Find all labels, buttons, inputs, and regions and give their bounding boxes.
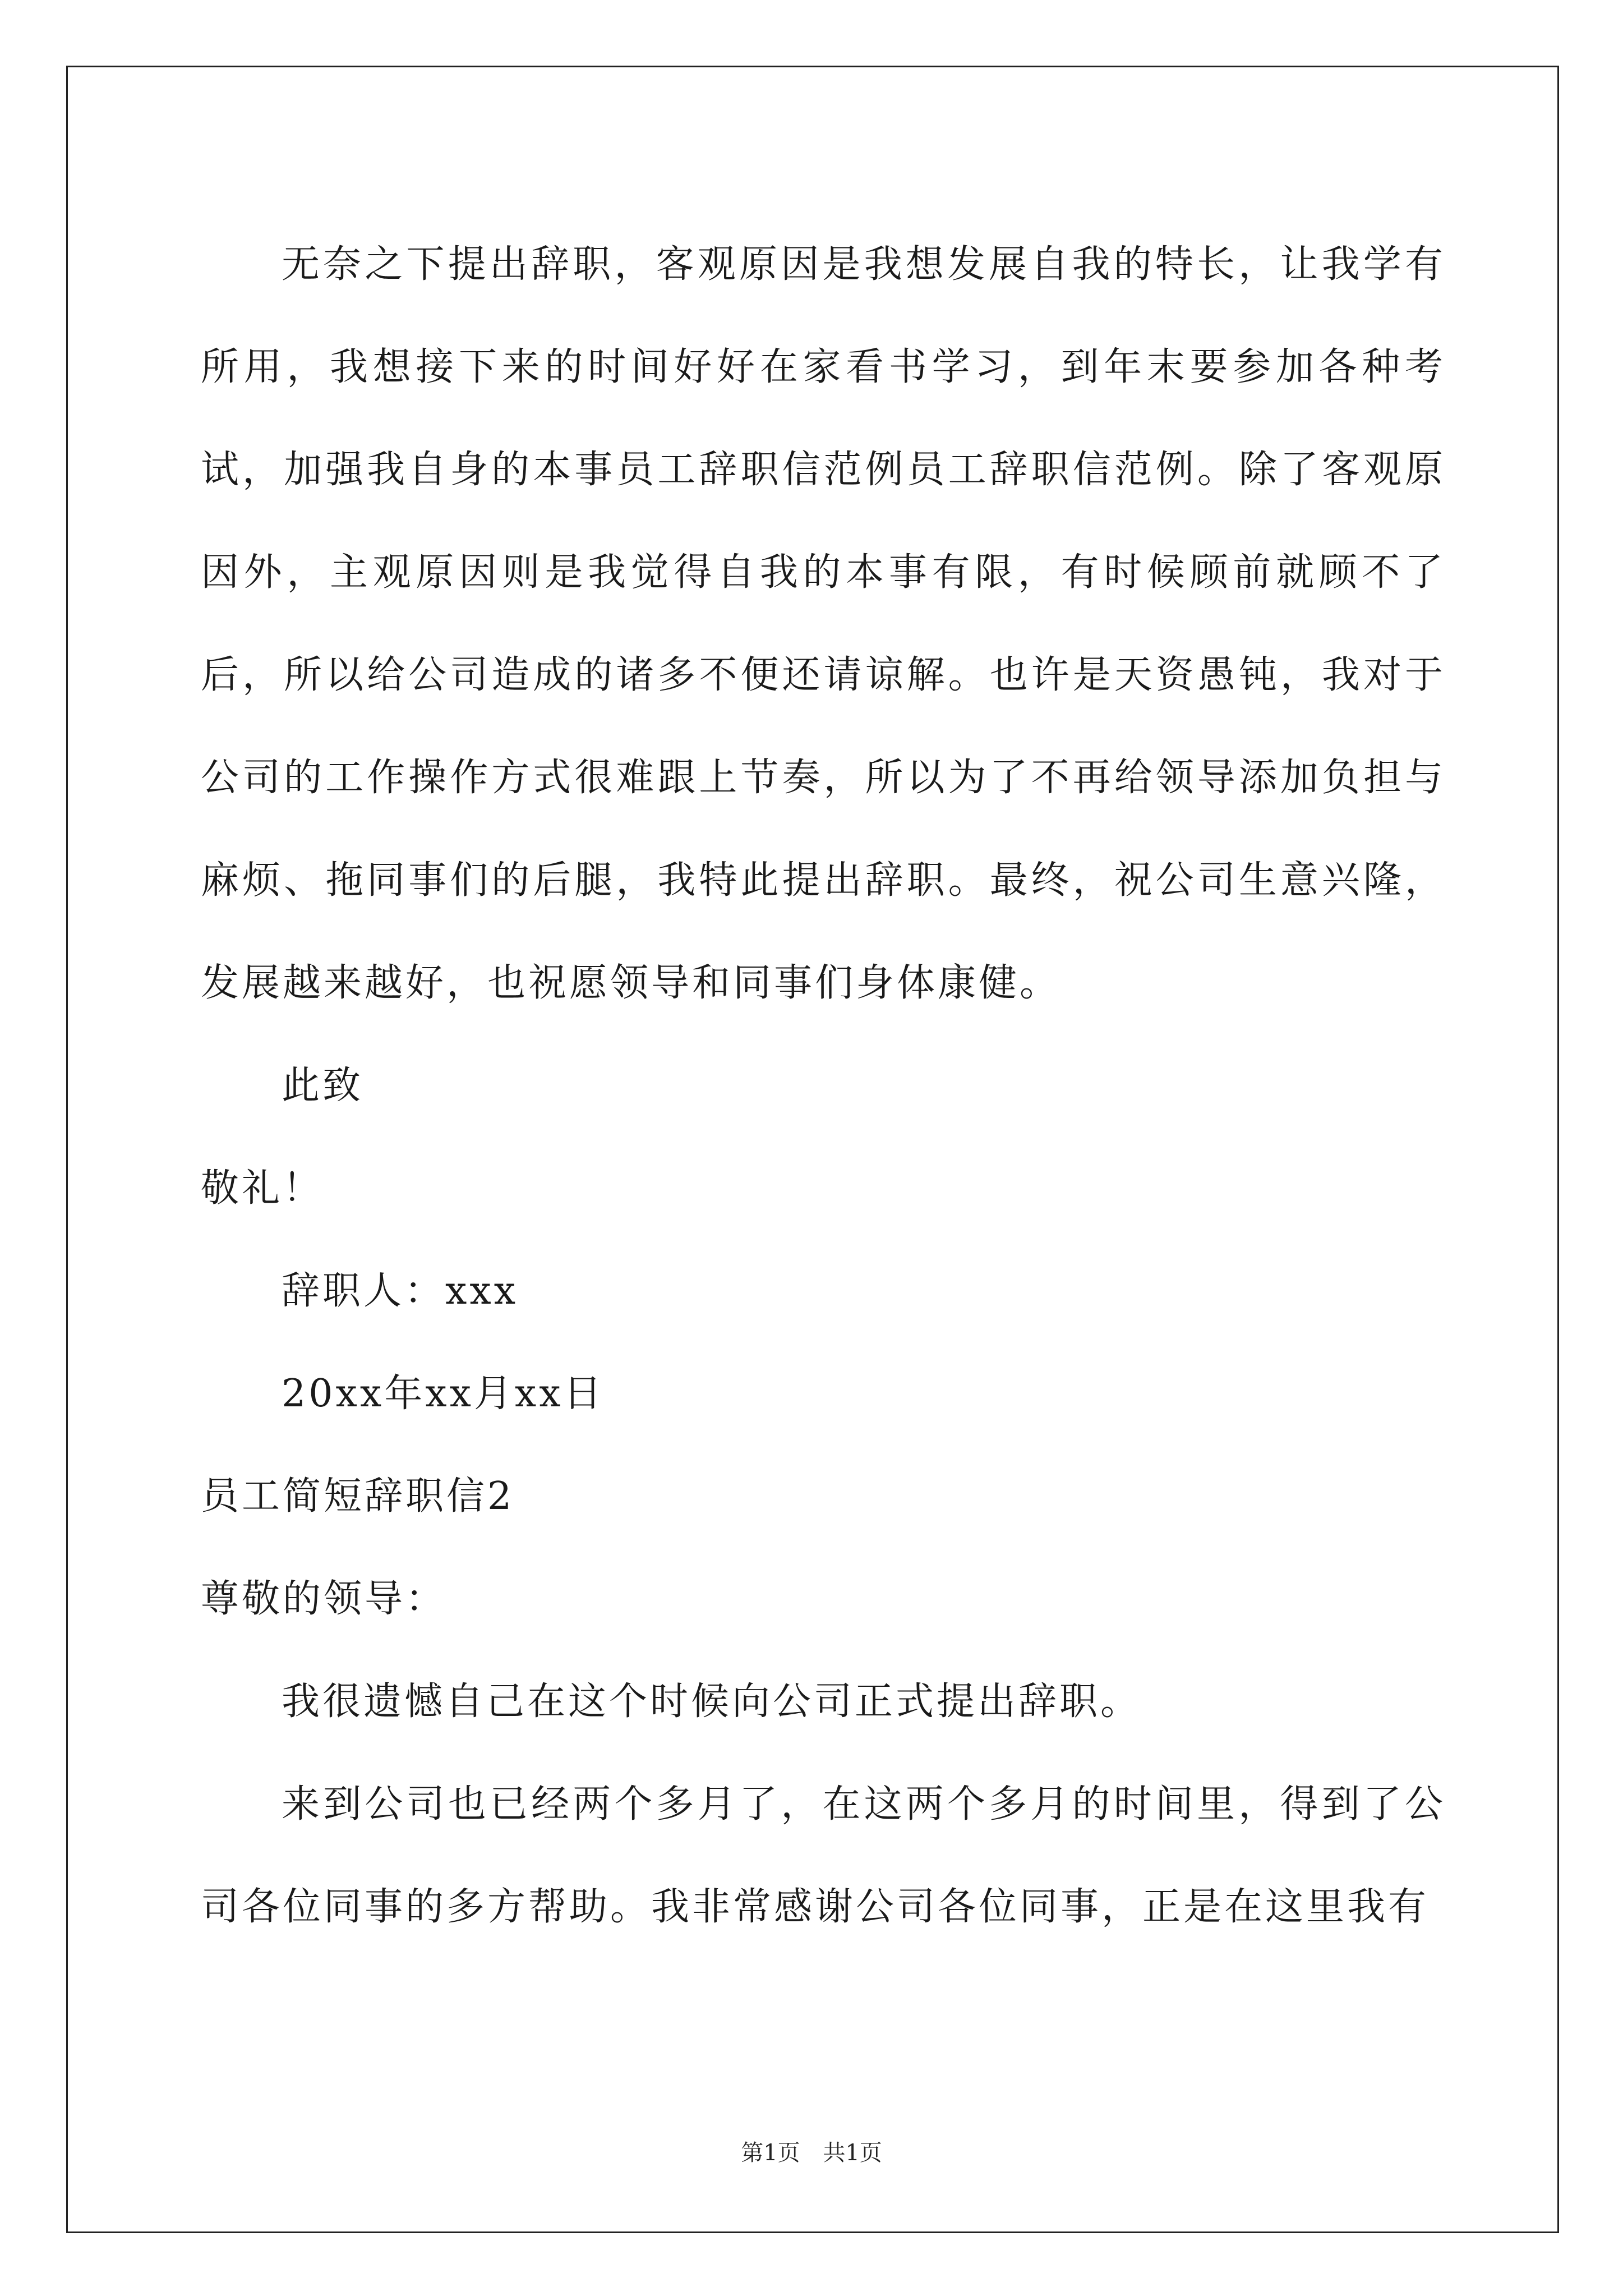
paragraph-resignation-reason: 无奈之下提出辞职，客观原因是我想发展自我的特长，让我学有所用，我想接下来的时间好好在家看书学习，到年末要参加各种考试，加强我自身的本事员工辞职信范例员工辞职信范例。除了客观原因外，主观原因则是我觉得自我的本事有限，有时候顾前就顾不了后，所以给公司造成的诸多不便还请谅解。也许是天资愚钝，我对于公司的工作操作方式很难跟上节奏，所以为了不再给领导添加负担与麻烦、拖同事们的后腿，我特此提出辞职。最终，祝公司生意兴隆，发展越来越好，也祝愿领导和同事们身体康健。: [201, 242, 1446, 1005]
paragraph-signer: 辞职人：xxx: [282, 1269, 519, 1313]
page-footer: [0, 2136, 1623, 2170]
section-heading: 员工简短辞职信2: [201, 1474, 515, 1519]
document-body: [201, 213, 1446, 1958]
paragraph-date: 20xx年xx月xx日: [282, 1372, 605, 1416]
paragraph-greeting: 尊敬的领导：: [201, 1577, 447, 1621]
paragraph-regards: 敬礼！: [201, 1166, 324, 1211]
page-number-total: 共1页: [823, 2140, 882, 2166]
paragraph-regret: 我很遗憾自己在这个时候向公司正式提出辞职。: [282, 1680, 1142, 1724]
paragraph-salutation-close: 此致: [282, 1064, 364, 1108]
page-number-current: 第1页: [741, 2140, 800, 2166]
paragraph-thanks: 来到公司也已经两个多月了，在这两个多月的时间里，得到了公司各位同事的多方帮助。我非常感谢公司各位同事，正是在这里我有: [201, 1782, 1446, 1929]
